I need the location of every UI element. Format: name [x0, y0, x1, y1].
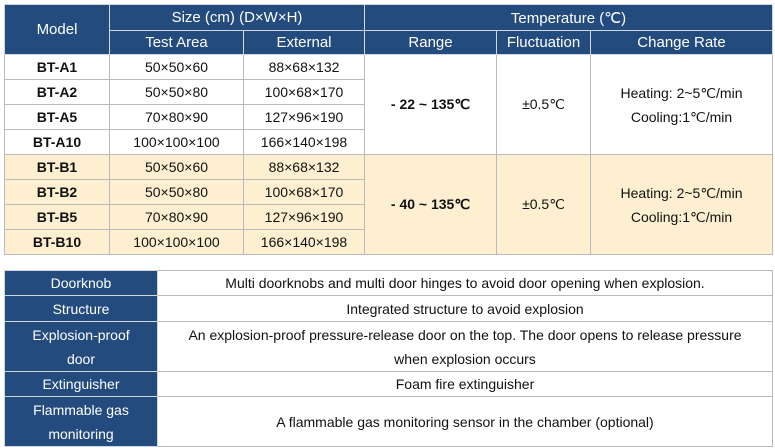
- heating-rate: Heating: 2~5℃/min: [620, 184, 743, 201]
- table-row: [5, 155, 773, 180]
- feature-label: [5, 397, 158, 447]
- header-external: External: [244, 31, 365, 55]
- test-area-cell: 50×50×60: [110, 155, 244, 180]
- feature-value: Multi doorknobs and multi door hinges to avoid door opening when explosion.: [158, 271, 773, 296]
- feature-row: [5, 296, 773, 322]
- feature-label-line: Flammable gas: [33, 401, 129, 418]
- header-fluctuation: Fluctuation: [497, 31, 591, 55]
- feature-value: A flammable gas monitoring sensor in the chamber (optional): [158, 397, 773, 447]
- features-table: [4, 270, 773, 447]
- model-cell: BT-A5: [5, 105, 110, 130]
- feature-value: [158, 322, 773, 372]
- external-cell: 100×68×170: [244, 180, 365, 205]
- external-cell: 100×68×170: [244, 80, 365, 105]
- feature-label-line: monitoring: [48, 425, 114, 442]
- feature-value: Integrated structure to avoid explosion: [158, 296, 773, 322]
- test-area-cell: 70×80×90: [110, 205, 244, 230]
- external-cell: 166×140×198: [244, 130, 365, 155]
- feature-label: Structure: [5, 296, 158, 322]
- heating-rate: Heating: 2~5℃/min: [620, 84, 743, 101]
- change-rate-cell: [591, 155, 773, 255]
- model-cell: BT-B10: [5, 230, 110, 255]
- feature-value-line: An explosion-proof pressure-release door on the top. The door opens to release pressure: [188, 326, 742, 343]
- feature-label: Doorknob: [5, 271, 158, 296]
- external-cell: 88×68×132: [244, 155, 365, 180]
- external-cell: 127×96×190: [244, 205, 365, 230]
- header-size: Size (cm) (D×W×H): [110, 5, 365, 31]
- model-cell: BT-B2: [5, 180, 110, 205]
- range-cell: - 22 ~ 135℃: [365, 55, 497, 155]
- external-cell: 88×68×132: [244, 55, 365, 80]
- cooling-rate: Cooling:1℃/min: [630, 208, 733, 225]
- feature-value: Foam fire extinguisher: [158, 372, 773, 397]
- test-area-cell: 100×100×100: [110, 130, 244, 155]
- fluctuation-cell: ±0.5℃: [497, 155, 591, 255]
- feature-label-line: door: [66, 350, 96, 367]
- change-rate-cell: [591, 55, 773, 155]
- header-range: Range: [365, 31, 497, 55]
- table-row: [5, 55, 773, 80]
- feature-row: [5, 372, 773, 397]
- feature-label: [5, 322, 158, 372]
- model-cell: BT-A1: [5, 55, 110, 80]
- range-cell: - 40 ~ 135℃: [365, 155, 497, 255]
- model-cell: BT-A2: [5, 80, 110, 105]
- external-cell: 166×140×198: [244, 230, 365, 255]
- test-area-cell: 100×100×100: [110, 230, 244, 255]
- fluctuation-cell: ±0.5℃: [497, 55, 591, 155]
- external-cell: 127×96×190: [244, 105, 365, 130]
- test-area-cell: 50×50×60: [110, 55, 244, 80]
- test-area-cell: 50×50×80: [110, 80, 244, 105]
- cooling-rate: Cooling:1℃/min: [630, 108, 733, 125]
- header-model: Model: [5, 5, 110, 55]
- feature-row: [5, 397, 773, 447]
- feature-label: Extinguisher: [5, 372, 158, 397]
- header-temperature: Temperature (℃): [365, 5, 773, 31]
- feature-row: [5, 271, 773, 296]
- feature-label-line: Explosion-proof: [32, 326, 130, 343]
- model-cell: BT-B5: [5, 205, 110, 230]
- test-area-cell: 50×50×80: [110, 180, 244, 205]
- spec-table: [4, 4, 773, 255]
- header-test-area: Test Area: [110, 31, 244, 55]
- feature-value-line: when explosion occurs: [394, 350, 536, 367]
- model-cell: BT-B1: [5, 155, 110, 180]
- model-cell: BT-A10: [5, 130, 110, 155]
- test-area-cell: 70×80×90: [110, 105, 244, 130]
- header-change-rate: Change Rate: [591, 31, 773, 55]
- feature-row: [5, 322, 773, 372]
